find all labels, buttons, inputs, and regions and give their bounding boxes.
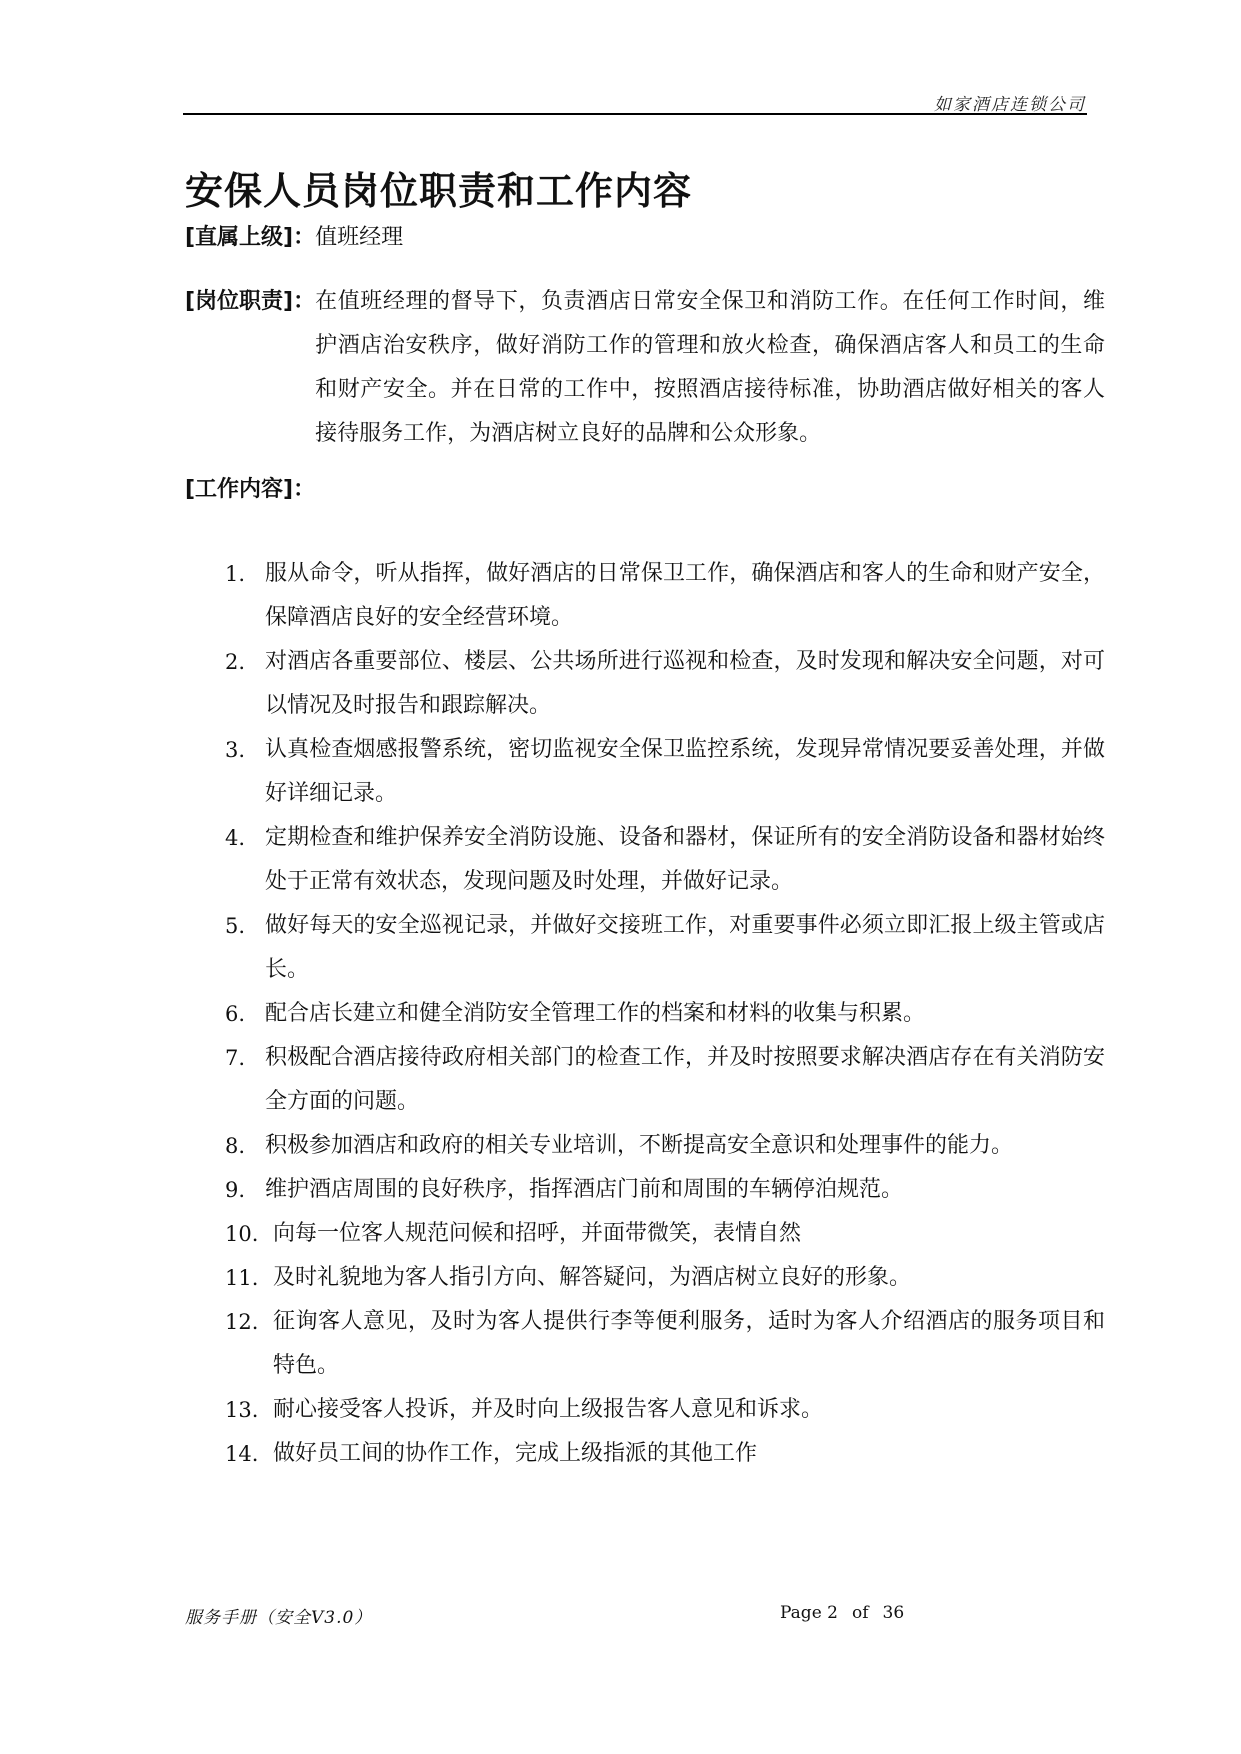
- work-item-text: 服从命令，听从指挥，做好酒店的日常保卫工作，确保酒店和客人的生命和财产安全，保障酒店良好的安全经营环境。: [265, 561, 1105, 630]
- work-item: [225, 1432, 1105, 1476]
- work-item-number: 14.: [225, 1442, 259, 1466]
- supervisor-label: [直属上级]：: [185, 225, 316, 250]
- footer-page-number: [780, 1603, 918, 1623]
- work-item: [225, 1036, 1105, 1124]
- work-item: [225, 1168, 1105, 1212]
- work-list: [225, 552, 1105, 1476]
- footer-page-word: Page 2: [780, 1603, 838, 1623]
- work-label: [工作内容]：: [185, 477, 316, 502]
- work-item-number: 3.: [225, 738, 246, 762]
- work-item-text: 向每一位客人规范问候和招呼，并面带微笑，表情自然: [273, 1221, 802, 1246]
- work-item-number: 10.: [225, 1222, 259, 1246]
- supervisor-value: 值班经理: [315, 225, 404, 250]
- header-company-name: 如家酒店连锁公司: [934, 95, 1086, 115]
- work-item: [225, 552, 1105, 640]
- work-item-number: 7.: [225, 1046, 246, 1070]
- work-item: [225, 1300, 1105, 1388]
- work-item-number: 1.: [225, 562, 246, 586]
- work-item: [225, 904, 1105, 992]
- work-item: [225, 640, 1105, 728]
- work-item-text: 认真检查烟感报警系统，密切监视安全保卫监控系统，发现异常情况要妥善处理，并做好详细记录。: [265, 737, 1105, 806]
- work-item-text: 及时礼貌地为客人指引方向、解答疑问，为酒店树立良好的形象。: [273, 1265, 912, 1290]
- duty-text: 在值班经理的督导下，负责酒店日常安全保卫和消防工作。在任何工作时间，维护酒店治安秩序，做好消防工作的管理和放火检查，确保酒店客人和员工的生命和财产安全。并在日常的工作中，按照酒店接待标准，协助酒店做好相关的客人接待服务工作，为酒店树立良好的品牌和公众形象。: [315, 289, 1105, 446]
- work-item-number: 13.: [225, 1398, 259, 1422]
- work-item-text: 配合店长建立和健全消防安全管理工作的档案和材料的收集与积累。: [265, 1001, 926, 1026]
- work-heading: [185, 468, 1105, 512]
- work-item-text: 积极配合酒店接待政府相关部门的检查工作，并及时按照要求解决酒店存在有关消防安全方面的问题。: [265, 1045, 1105, 1114]
- work-item-number: 6.: [225, 1002, 246, 1026]
- work-item: [225, 1256, 1105, 1300]
- work-item-text: 积极参加酒店和政府的相关专业培训，不断提高安全意识和处理事件的能力。: [265, 1133, 1014, 1158]
- work-item-text: 对酒店各重要部位、楼层、公共场所进行巡视和检查，及时发现和解决安全问题，对可以情况及时报告和跟踪解决。: [265, 649, 1105, 718]
- work-item-text: 做好员工间的协作工作，完成上级指派的其他工作: [273, 1441, 758, 1466]
- duty-label: [岗位职责]：: [185, 289, 316, 314]
- supervisor-field: [185, 216, 1105, 260]
- work-item: [225, 728, 1105, 816]
- footer-of-word: of: [851, 1603, 869, 1623]
- work-item: [225, 816, 1105, 904]
- work-item-number: 11.: [225, 1266, 259, 1290]
- work-item-text: 做好每天的安全巡视记录，并做好交接班工作，对重要事件必须立即汇报上级主管或店长。: [265, 913, 1105, 982]
- header-divider: [183, 113, 1087, 115]
- footer-total-pages: 36: [882, 1603, 905, 1623]
- work-item-number: 4.: [225, 826, 246, 850]
- page-title: 安保人员岗位职责和工作内容: [185, 169, 693, 213]
- work-item-text: 耐心接受客人投诉，并及时向上级报告客人意见和诉求。: [273, 1397, 824, 1422]
- work-item: [225, 992, 1105, 1036]
- work-item-text: 维护酒店周围的良好秩序，指挥酒店门前和周围的车辆停泊规范。: [265, 1177, 904, 1202]
- footer-manual-version: 服务手册（安全V3.0）: [185, 1608, 373, 1628]
- work-item-number: 2.: [225, 650, 246, 674]
- duty-section: [185, 280, 1105, 456]
- work-item-number: 5.: [225, 914, 246, 938]
- work-item-number: 12.: [225, 1310, 259, 1334]
- work-item: [225, 1388, 1105, 1432]
- work-item-number: 8.: [225, 1134, 246, 1158]
- work-item: [225, 1212, 1105, 1256]
- work-item-number: 9.: [225, 1178, 246, 1202]
- work-item-text: 征询客人意见，及时为客人提供行李等便利服务，适时为客人介绍酒店的服务项目和特色。: [273, 1309, 1105, 1378]
- work-item: [225, 1124, 1105, 1168]
- work-item-text: 定期检查和维护保养安全消防设施、设备和器材，保证所有的安全消防设备和器材始终处于正常有效状态，发现问题及时处理，并做好记录。: [265, 825, 1105, 894]
